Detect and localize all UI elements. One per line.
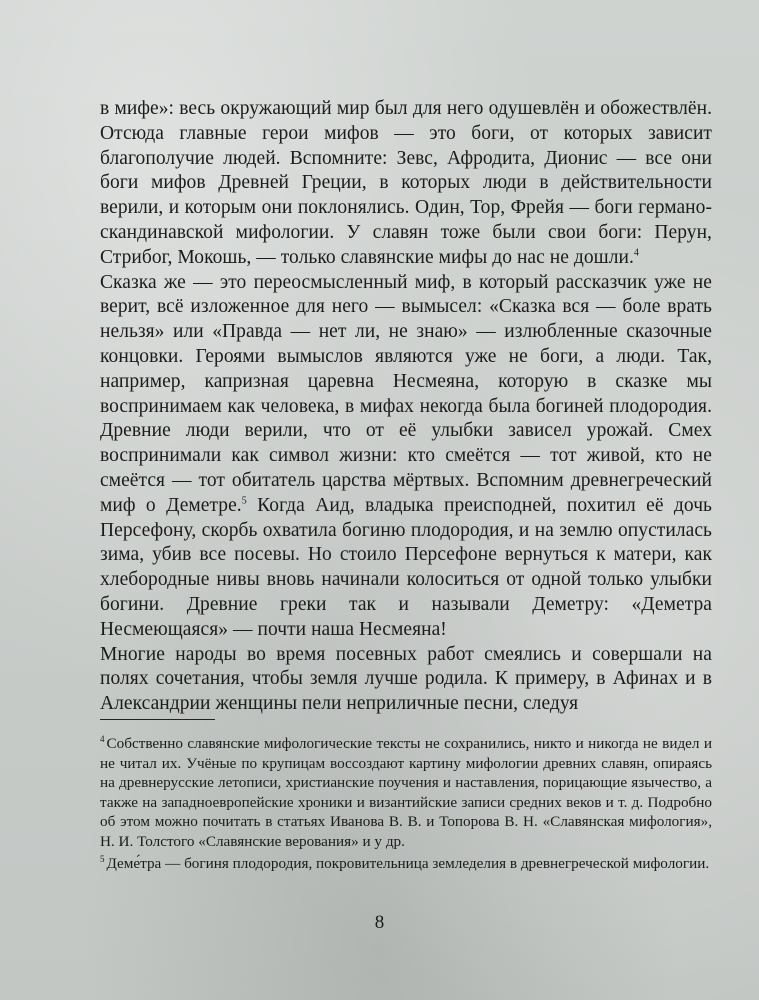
footnote-ref-4: 4 xyxy=(633,247,639,259)
footnotes xyxy=(100,734,712,873)
paragraph-2-text-a: Сказка же — это переосмысленный миф, в который рассказчик уже не верит, всё изложенное для него — вымысел: «Сказка вся — боле врать нельзя» или «Правда — нет ли, не знаю» — излюбленные сказочные концовки. Героями вымыслов являются уже не боги, а люди. Так, например, капризная царевна Несмеяна, которую в сказке мы воспринимаем как человека, в мифах некогда была богиней плодородия. Древние люди верили, что от её улыбки зависел урожай. Смех воспринимали как символ жизни: кто смеётся — тот живой, кто не смеётся — тот обитатель царства мёртвых. Вспомним древнегреческий миф о Деметре. xyxy=(100,271,712,516)
footnote-number: 4 xyxy=(100,733,105,744)
page-number: 8 xyxy=(374,912,385,933)
main-text xyxy=(100,97,712,717)
paragraph-3: Многие народы во время посевных работ смеялись и совершали на полях сочетания, чтобы земля лучше родила. К примеру, в Афинах и в Александрии женщины пели неприличные песни, следуя xyxy=(100,643,712,715)
footnote-5 xyxy=(100,854,712,874)
footnote-text: Собственно славянские мифологические тексты не сохранились, никто и никогда не видел и не читал их. Учёные по крупицам воссоздают картину мифологии древних славян, опираясь на древнерусские летописи, христианские поучения и наставления, порицающие язычество, а также на западноевропейские хроники и византийские записи средних веков и т. д. Подробно об этом можно почитать в статьях Иванова В. В. и Топорова В. Н. «Славянская мифология», Н. И. Толстого «Славянские верования» и у др. xyxy=(100,735,712,850)
paragraph-2-text-b: Когда Аид, владыка преисподней, похитил её дочь Персефону, скорбь охватила богиню плодородия, и на землю опустилась зима, убив все посевы. Но стоило Персефоне вернуться к матери, как хлебородные нивы вновь начинали колоситься от одной только улыбки богини. Древние греки так и называли Деметру: «Деметра Несмеющаяся» — почти наша Несмеяна! xyxy=(100,494,712,640)
footnote-separator xyxy=(100,719,215,720)
footnote-4 xyxy=(100,734,712,852)
footnote-text: Деме́тра — богиня плодородия, покровительница земледелия в древнегреческой мифологии. xyxy=(106,854,710,872)
paragraph-1-text: в мифе»: весь окружающий мир был для него одушевлён и обожествлён. Отсюда главные герои мифов — это боги, от которых зависит благополучие людей. Вспомните: Зевс, Афродита, Дионис — все они боги мифов Древней Греции, в которых люди в действительности верили, и которым они поклонялись. Один, Тор, Фрейя — боги германо-скандинавской мифологии. У славян тоже были свои боги: Перун, Стрибог, Мокошь, — только славянские мифы до нас не дошли. xyxy=(100,98,712,268)
footnote-ref-5: 5 xyxy=(241,495,247,507)
paragraph-1 xyxy=(100,97,712,271)
footnote-number: 5 xyxy=(100,853,105,864)
paragraph-2 xyxy=(100,271,712,643)
